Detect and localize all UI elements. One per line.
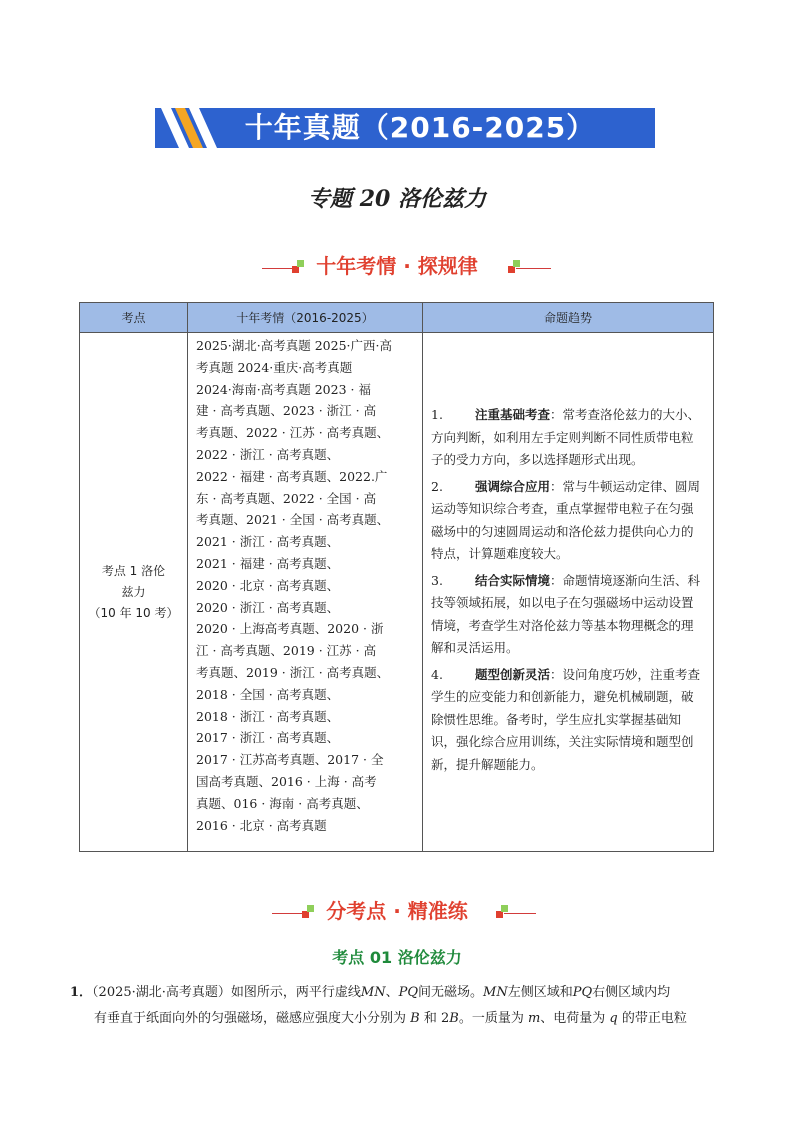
exam-line: 考真题 2024·重庆·高考真题 bbox=[196, 359, 353, 375]
table-header-cell: 考点 bbox=[80, 303, 188, 333]
trend-number: 3. bbox=[431, 572, 443, 588]
heading-square-icon bbox=[508, 266, 515, 273]
question-text: 的带正电粒 bbox=[617, 1011, 687, 1026]
question-text: 如图所示，两平行虚线 bbox=[230, 985, 361, 1000]
exam-line: 2017 · 浙江 · 高考真题、 bbox=[196, 730, 340, 746]
subtopic-title: 考点 01 洛伦兹力 bbox=[332, 948, 462, 967]
banner-title: 十年真题（2016-2025） bbox=[244, 111, 596, 144]
table-header-row bbox=[80, 303, 714, 333]
exam-line: 2017 · 江苏高考真题、2017 · 全 bbox=[196, 752, 384, 768]
variable: PQ bbox=[398, 985, 419, 1000]
trend-text: ：常考查洛伦兹力的大小、方向判断，如利用左手定则判断不同性质带电粒子的受力方向，多以选择题形式出现。 bbox=[431, 407, 701, 467]
trend-title: 注重基础考查 bbox=[475, 407, 551, 422]
exam-line: 考真题、2019 · 浙江 · 高考真题、 bbox=[196, 664, 390, 680]
topic-count: （10 年 10 考） bbox=[88, 605, 179, 620]
exam-line: 2020 · 北京 · 高考真题、 bbox=[196, 577, 340, 593]
section-heading-text: 十年考情 · 探规律 bbox=[316, 254, 478, 278]
question-text: 、电荷量为 bbox=[540, 1011, 610, 1026]
heading-square-icon bbox=[513, 260, 520, 267]
trend-title: 题型创新灵活 bbox=[475, 666, 551, 682]
exam-line: 东 · 高考真题、2022 · 全国 · 高 bbox=[196, 490, 377, 506]
exam-line: 国高考真题、2016 · 上海 · 高考 bbox=[196, 773, 377, 789]
topic-cell bbox=[80, 333, 188, 852]
exam-line: 真题、016 · 海南 · 高考真题、 bbox=[196, 795, 369, 811]
trend-title: 强调综合应用 bbox=[475, 478, 551, 494]
exam-line: 2018 · 全国 · 高考真题、 bbox=[196, 686, 340, 702]
table-header-cell: 十年考情（2016-2025） bbox=[188, 303, 423, 333]
table-header-cell: 命题趋势 bbox=[423, 303, 714, 333]
exam-line: 2025·湖北·高考真题 2025·广西·高 bbox=[196, 338, 392, 353]
table-row bbox=[80, 333, 714, 852]
question-text: 和 2 bbox=[419, 1011, 450, 1026]
trend-item bbox=[431, 664, 705, 777]
variable: m bbox=[527, 1011, 541, 1026]
heading-square-icon bbox=[501, 905, 508, 912]
exam-line: 建 · 高考真题、2023 · 浙江 · 高 bbox=[196, 403, 377, 419]
question-number: 1． bbox=[70, 985, 93, 1000]
heading-rule-right bbox=[504, 913, 536, 914]
question-text: 左侧区域和 bbox=[507, 985, 573, 1000]
question-text: 有垂直于纸面向外的匀强磁场，磁感应强度大小分别为 bbox=[94, 1011, 411, 1026]
exam-line: 2022 · 浙江 · 高考真题、 bbox=[196, 446, 340, 462]
trend-title: 结合实际情境 bbox=[475, 572, 551, 588]
exam-line: 江 · 高考真题、2019 · 江苏 · 高 bbox=[196, 643, 377, 659]
exam-line: 2021 · 福建 · 高考真题、 bbox=[196, 555, 340, 571]
topic-label: 兹力 bbox=[121, 584, 146, 599]
question-text: 。一质量为 bbox=[458, 1011, 528, 1026]
variable: B bbox=[449, 1011, 459, 1026]
variable: MN bbox=[360, 985, 386, 1000]
trend-item bbox=[431, 570, 705, 660]
trend-text: ：常与牛顿运动定律、圆周运动等知识综合考查，重点掌握带电粒子在匀强磁场中的匀速圆周运动和洛伦兹力提供向心力的特点，计算题难度较大。 bbox=[431, 478, 701, 561]
question-1 bbox=[70, 980, 718, 1032]
trend-cell bbox=[423, 333, 714, 852]
exam-list-cell bbox=[188, 333, 423, 852]
topic-title: 专题 20 洛伦兹力 bbox=[308, 186, 486, 212]
trend-number: 2. bbox=[431, 478, 443, 494]
heading-rule-right bbox=[516, 268, 551, 269]
section-heading-practice bbox=[0, 895, 794, 925]
question-text: 间无磁场。 bbox=[418, 985, 484, 1000]
exam-line: 2018 · 浙江 · 高考真题、 bbox=[196, 708, 340, 724]
title-banner bbox=[155, 108, 655, 148]
question-source: （2025·湖北·高考真题） bbox=[92, 985, 231, 1000]
variable: q bbox=[609, 1011, 618, 1026]
trend-number: 4. bbox=[431, 666, 443, 682]
section-heading-text: 分考点 · 精准练 bbox=[326, 899, 468, 923]
trend-number: 1. bbox=[431, 407, 443, 422]
exam-line: 2020 · 上海高考真题、2020 · 浙 bbox=[196, 621, 384, 637]
trend-text: ：命题情境逐渐向生活、科技等领域拓展，如以电子在匀强磁场中运动设置情境，考查学生对洛伦兹力等基本物理概念的理解和灵活运用。 bbox=[431, 572, 701, 655]
variable: B bbox=[410, 1011, 420, 1026]
exam-trend-table bbox=[79, 302, 714, 852]
exam-line: 考真题、2022 · 江苏 · 高考真题、 bbox=[196, 425, 390, 441]
exam-line: 2022 · 福建 · 高考真题、2022.广 bbox=[196, 468, 388, 484]
variable: PQ bbox=[572, 985, 593, 1000]
exam-line: 2016 · 北京 · 高考真题 bbox=[196, 817, 327, 833]
exam-line: 2024·海南·高考真题 2023 · 福 bbox=[196, 381, 371, 397]
question-text: 、 bbox=[385, 985, 399, 1000]
question-line bbox=[70, 980, 718, 1006]
question-line bbox=[70, 1006, 718, 1032]
heading-square-icon bbox=[496, 911, 503, 918]
trend-item bbox=[431, 404, 705, 472]
section-heading-trends bbox=[0, 250, 794, 280]
topic-label: 考点 1 洛伦 bbox=[101, 563, 166, 578]
exam-line: 2021 · 浙江 · 高考真题、 bbox=[196, 534, 340, 550]
variable: MN bbox=[483, 985, 508, 1000]
trend-text: ：设问角度巧妙，注重考查学生的应变能力和创新能力，避免机械刷题，破除惯性思维。备考时，学生应扎实掌握基础知识，强化综合应用训练，关注实际情境和题型创新，提升解题能力。 bbox=[431, 666, 701, 772]
exam-line: 考真题、2021 · 全国 · 高考真题、 bbox=[196, 512, 390, 528]
question-text: 右侧区域内均 bbox=[592, 985, 671, 1000]
trend-item bbox=[431, 476, 705, 566]
exam-line: 2020 · 浙江 · 高考真题、 bbox=[196, 599, 340, 615]
